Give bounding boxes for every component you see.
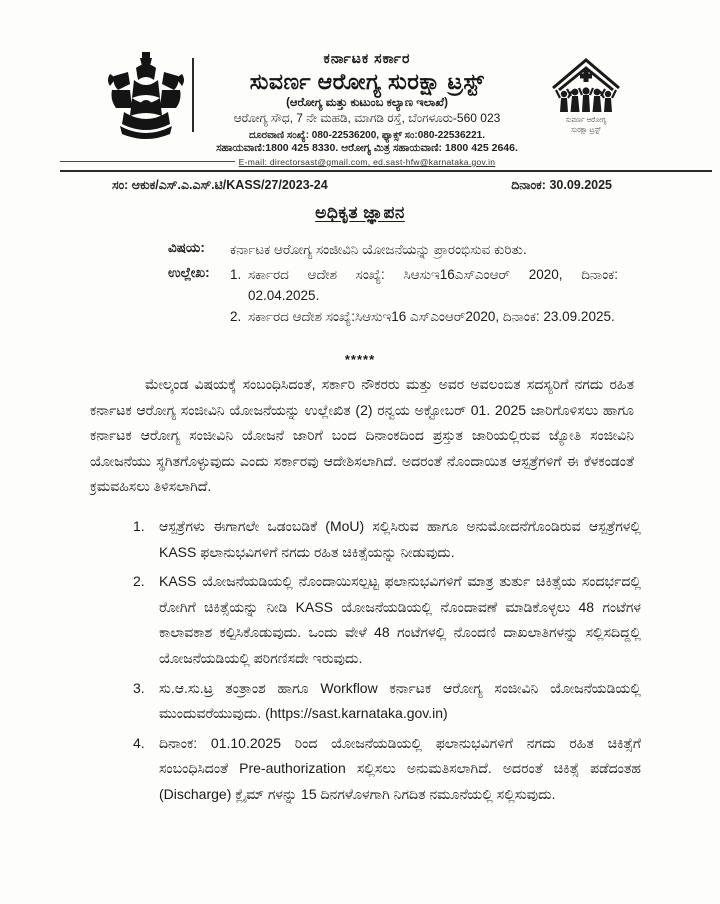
reference-date-row — [112, 178, 612, 193]
reference-number: ಸಂ: ಆಕುಕ/ಎಸ್.ಎ.ಎಸ್.ಟಿ/KASS/27/2023-24 — [112, 178, 328, 192]
subject-label: ವಿಷಯ: — [168, 240, 205, 255]
action-item-number: 4. — [133, 734, 145, 751]
document-title: ಅಧಿಕೃತ ಜ್ಞಾಪನ — [315, 203, 405, 222]
helpline-line: ಸಹಾಯವಾಣಿ:1800 425 8330. ಆರೋಗ್ಯ ಮಿತ್ರ ಸಹಾಯವಾಣಿ: 1800 425 2646. — [216, 142, 518, 154]
letterhead — [100, 46, 630, 167]
action-item-text: KASS ಯೋಜನೆಯಡಿಯಲ್ಲಿ ನೊಂದಾಯಿಸಲ್ಪಟ್ಟ ಫಲಾನುಭವಿಗಳಿಗೆ ಮಾತ್ರ ತುರ್ತು ಚಿಕಿತ್ಸೆಯ ಸಂದರ್ಭದಲ್ಲಿ ರೋಗಿಗೆ ಚಿಕಿತ್ಸೆಯನ್ನು ನೀಡಿ KASS ಯೋಜನೆಯಡಿಯಲ್ಲಿ ನೊಂದಾವಣೆ ಮಾಡಿಕೊಳ್ಳಲು 48 ಗಂಟೆಗಳ ಕಾಲಾವಕಾಶ ಕಲ್ಪಿಸಿಕೊಡುವುದು. ಒಂದು ವೇಳೆ 48 ಗಂಟೆಗಳಲ್ಲಿ ನೊಂದಣಿ ದಾಖಲಾತಿಗಳನ್ನು ಸಲ್ಲಿಸದಿದ್ದಲ್ಲಿ ಯೋಜನೆಯಡಿಯಲ್ಲಿ ಪರಿಗಣಿಸದೇ ಇರುವುದು. — [159, 573, 641, 667]
reference-item-number: 2. — [230, 308, 242, 324]
phone-fax-line: ದೂರವಾಣಿ ಸಂಖ್ಯೆ: 080-22536200, ಫ್ಯಾಕ್ಸ್ ಸಂ:080-22536221. — [248, 130, 486, 141]
karnataka-emblem-box — [100, 46, 192, 167]
action-item — [133, 514, 641, 565]
reference-item-text: ಸರ್ಕಾರದ ಆದೇಶ ಸಂಖ್ಯೆ:ಸಿಆಸುಇ16 ಎಸ್‌ಎಂಆರ್2020, ದಿನಾಂಕ: 23.09.2025. — [248, 308, 615, 324]
reference-row — [168, 265, 618, 328]
department-line: (ಆರೋಗ್ಯ ಮತ್ತು ಕುಟುಂಬ ಕಲ್ಯಾಣ ಇಲಾಖೆ) — [286, 97, 448, 109]
body-paragraph: ಮೇಲ್ಕಂಡ ವಿಷಯಕ್ಕೆ ಸಂಬಂಧಿಸಿದಂತೆ, ಸರ್ಕಾರಿ ನೌಕರರು ಮತ್ತು ಅವರ ಅವಲಂಬಿತ ಸದಸ್ಯರಿಗೆ ನಗದು ರಹಿತ ಕರ್ನಾಟಕ ಆರೋಗ್ಯ ಸಂಜೀವಿನಿ ಯೋಜನೆಯನ್ನು ಉಲ್ಲೇಖಿತ (2) ರನ್ವಯ ಅಕ್ಟೋಬರ್ 01. 2025 ಜಾರಿಗೊಳಿಸಲು ಹಾಗೂ ಕರ್ನಾಟಕ ಆರೋಗ್ಯ ಸಂಜೀವಿನಿ ಯೋಜನೆ ಜಾರಿಗೆ ಬಂದ ದಿನಾಂಕದಿಂದ ಪ್ರಸ್ತುತ ಜಾರಿಯಲ್ಲಿರುವ ಜ್ಯೋತಿ ಸಂಜೀವಿನಿ ಯೋಜನೆಯು ಸ್ಥಗಿತಗೊಳ್ಳುವುದು ಎಂದು ಸರ್ಕಾರವು ಆದೇಶಿಸಲಾಗಿದೆ. ಅದರಂತೆ ನೊಂದಾಯಿತ ಆಸ್ಪತ್ರೆಗಳಿಗೆ ಈ ಕೆಳಕಂಡಂತೆ ಕ್ರಮವಹಿಸಲು ತಿಳಿಸಲಾಗಿದೆ. — [90, 376, 634, 495]
action-item-number: 3. — [133, 679, 145, 696]
sast-logo-caption-line2: ಸುರಕ್ಷಾ ಟ್ರಸ್ಟ್ — [571, 126, 601, 134]
action-item-number: 2. — [133, 573, 145, 590]
sast-trust-logo-icon — [547, 54, 625, 116]
government-line: ಕರ್ನಾಟಕ ಸರ್ಕಾರ — [323, 50, 411, 66]
stars-separator: ***** — [344, 352, 376, 367]
letterhead-text — [192, 46, 542, 167]
reference-item — [230, 307, 618, 328]
address-line: ಆರೋಗ್ಯ ಸೌಧ, 7 ನೇ ಮಹಡಿ, ಮಾಗಡಿ ರಸ್ತೆ, ಬೆಂಗಳೂರು-560 023 — [233, 111, 501, 125]
action-item-text: ದಿನಾಂಕ: 01.10.2025 ರಿಂದ ಯೋಜನೆಯಡಿಯಲ್ಲಿ ಫಲಾನುಭವಿಗಳಿಗೆ ನಗದು ರಹಿತ ಚಿಕಿತ್ಸೆಗೆ ಸಂಬಂಧಿಸಿದಂತೆ Pre-authorization ಸಲ್ಲಿಸಲು ಅನುಮತಿಸಲಾಗಿದೆ. ಅದರಂತೆ ಚಿಕಿತ್ಸೆ ಪಡೆದಂತಹ (Discharge) ಕ್ಲೈಮ್ ಗಳನ್ನು 15 ದಿನಗಳೊಳಗಾಗಿ ನಿಗದಿತ ನಮೂನೆಯಲ್ಲಿ ಸಲ್ಲಿಸುವುದು. — [159, 734, 641, 803]
action-item-list — [133, 514, 641, 812]
subject-text: ಕರ್ನಾಟಕ ಆರೋಗ್ಯ ಸಂಜೀವಿನಿ ಯೋಜನೆಯನ್ನು ಪ್ರಾರಂಭಿಸುವ ಕುರಿತು. — [230, 242, 527, 257]
reference-item-text: ಸರ್ಕಾರದ ಆದೇಶ ಸಂಖ್ಯೆ: ಸಿಆಸುಇ16ಎಸ್‌ಎಂಆರ್ 2020, ದಿನಾಂಕ: 02.04.2025. — [248, 266, 618, 303]
reference-list — [230, 265, 618, 328]
sast-logo-box — [542, 46, 630, 167]
reference-item-number: 1. — [230, 266, 242, 282]
email-line: E-mail: directorsast@gmail.com, ed.sast-hfw@karnataka.gov.in — [238, 157, 496, 167]
action-item-text: ಸು.ಆ.ಸು.ಟ್ರ ತಂತ್ರಾಂಶ ಹಾಗೂ Workflow ಕರ್ನಾಟಕ ಆರೋಗ್ಯ ಸಂಜೀವಿನಿ ಯೋಜನೆಯಡಿಯಲ್ಲಿ ಮುಂದುವರೆಯುವುದು. (https://sast.karnataka.gov.in) — [159, 679, 641, 722]
sast-logo-caption-line1: ಸುವರ್ಣ ಆರೋಗ್ಯ — [565, 117, 607, 124]
subject-row — [168, 240, 618, 261]
action-item-text: ಆಸ್ಪತ್ರೆಗಳು ಈಗಾಗಲೇ ಒಡಂಬಡಿಕೆ (MoU) ಸಲ್ಲಿಸಿರುವ ಹಾಗೂ ಅನುಮೋದನೆಗೊಂಡಿರುವ ಆಸ್ಪತ್ರೆಗಳಲ್ಲಿ KASS ಫಲಾನುಭವಿಗಳಿಗೆ ನಗದು ರಹಿತ ಚಿಕಿತ್ಸೆಯನ್ನು ನೀಡುವುದು. — [159, 518, 641, 560]
emblem-divider-line — [192, 58, 194, 132]
organisation-name: ಸುವರ್ಣ ಆರೋಗ್ಯ ಸುರಕ್ಷಾ ಟ್ರಸ್ಟ್ — [249, 69, 485, 94]
action-item-number: 1. — [133, 518, 145, 534]
header-rule — [60, 170, 712, 172]
reference-label: ಉಲ್ಲೇಖ: — [168, 264, 210, 280]
action-item — [133, 569, 641, 671]
action-item — [133, 731, 641, 808]
subject-reference-block — [168, 240, 618, 328]
karnataka-state-emblem-icon — [106, 50, 186, 146]
action-item — [133, 676, 641, 727]
reference-item — [230, 265, 618, 307]
document-date: ದಿನಾಂಕ: 30.09.2025 — [511, 178, 612, 192]
header-rule-short — [60, 161, 235, 162]
